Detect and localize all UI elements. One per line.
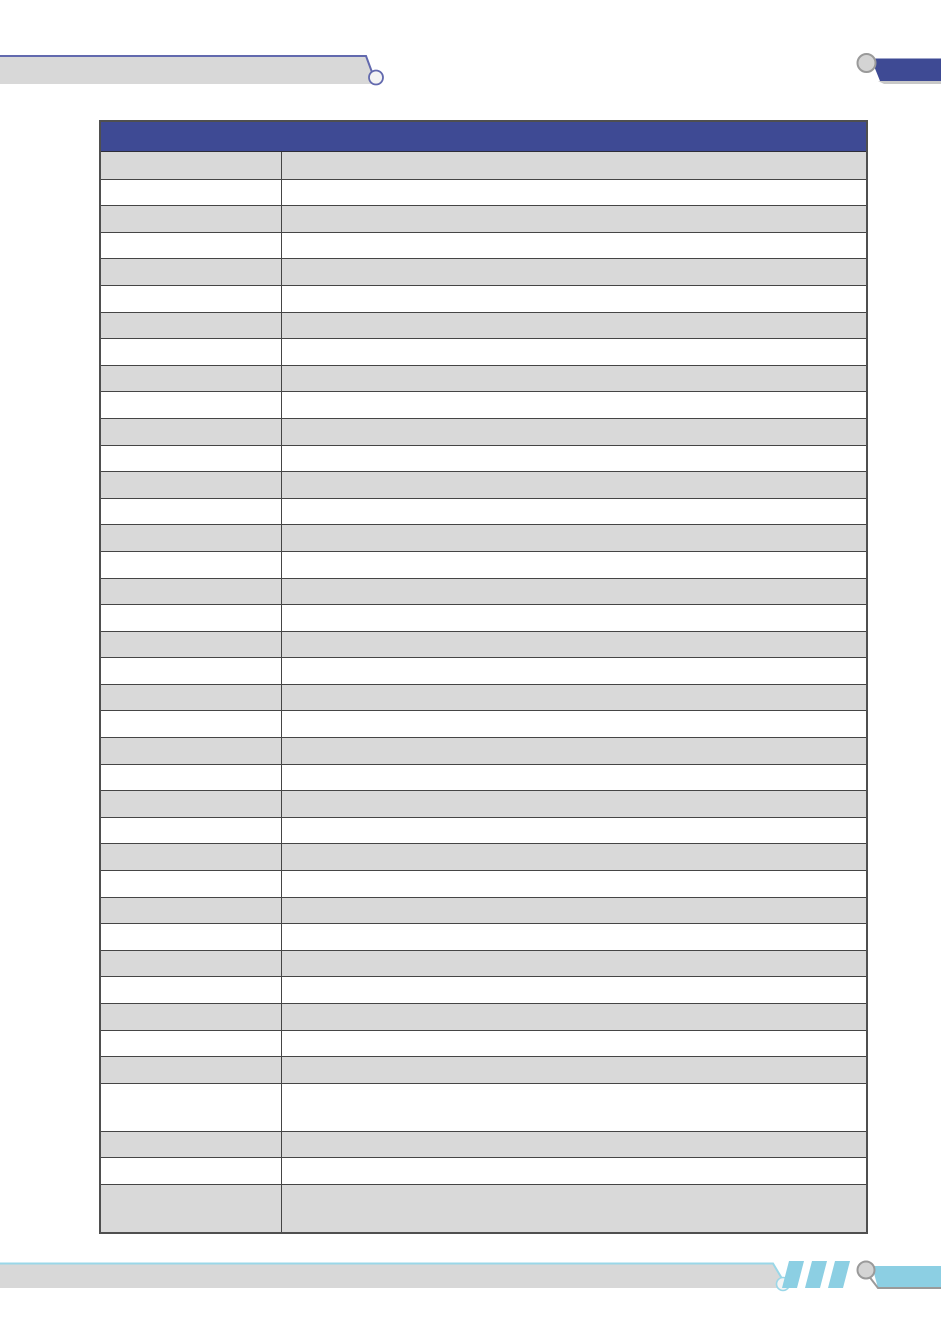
table-row xyxy=(101,950,866,977)
cell-col1 xyxy=(101,1185,282,1232)
cell-col2 xyxy=(282,844,866,870)
cell-col2 xyxy=(282,579,866,605)
cell-col1 xyxy=(101,419,282,445)
cell-col1 xyxy=(101,632,282,658)
table-row xyxy=(101,312,866,339)
table-header-row xyxy=(101,122,866,152)
cell-col1 xyxy=(101,658,282,684)
cell-col2 xyxy=(282,1185,866,1232)
table-row xyxy=(101,471,866,498)
cell-col2 xyxy=(282,632,866,658)
table-row xyxy=(101,657,866,684)
table-row xyxy=(101,604,866,631)
footer-right-bar xyxy=(872,1266,941,1288)
cell-col1 xyxy=(101,818,282,844)
cell-col2 xyxy=(282,1132,866,1158)
cell-col1 xyxy=(101,791,282,817)
table-row xyxy=(101,1056,866,1083)
table-row xyxy=(101,631,866,658)
cell-col1 xyxy=(101,711,282,737)
cell-col2 xyxy=(282,1057,866,1083)
cell-col2 xyxy=(282,658,866,684)
footer-decoration xyxy=(0,1255,941,1305)
table-row xyxy=(101,205,866,232)
cell-col2 xyxy=(282,525,866,551)
cell-col1 xyxy=(101,1132,282,1158)
table-row xyxy=(101,578,866,605)
footer-stripe xyxy=(805,1261,827,1288)
cell-col1 xyxy=(101,446,282,472)
cell-col1 xyxy=(101,1084,282,1131)
cell-col2 xyxy=(282,738,866,764)
cell-col1 xyxy=(101,1031,282,1057)
data-table xyxy=(99,120,868,1234)
cell-col2 xyxy=(282,446,866,472)
footer-right-connector-circle xyxy=(858,1262,875,1279)
table-row xyxy=(101,684,866,711)
table-row xyxy=(101,551,866,578)
footer-stripe xyxy=(782,1261,804,1288)
cell-col2 xyxy=(282,605,866,631)
header-right-connector-circle xyxy=(858,54,876,72)
cell-col2 xyxy=(282,977,866,1003)
cell-col2 xyxy=(282,206,866,232)
table-row xyxy=(101,1030,866,1057)
cell-col2 xyxy=(282,924,866,950)
cell-col1 xyxy=(101,233,282,259)
footer-stripe xyxy=(828,1261,850,1288)
cell-col2 xyxy=(282,1158,866,1184)
cell-col1 xyxy=(101,339,282,365)
cell-col1 xyxy=(101,525,282,551)
cell-col1 xyxy=(101,366,282,392)
table-row xyxy=(101,365,866,392)
table-row xyxy=(101,1083,866,1131)
cell-col1 xyxy=(101,977,282,1003)
cell-col2 xyxy=(282,419,866,445)
cell-col1 xyxy=(101,685,282,711)
cell-col1 xyxy=(101,472,282,498)
cell-col1 xyxy=(101,924,282,950)
table-row xyxy=(101,524,866,551)
cell-col1 xyxy=(101,738,282,764)
footer-left-bar xyxy=(0,1263,787,1288)
header-right-bar xyxy=(871,59,941,82)
table-row xyxy=(101,391,866,418)
cell-col1 xyxy=(101,951,282,977)
header-left-connector-circle xyxy=(369,71,383,85)
table-row xyxy=(101,737,866,764)
cell-col2 xyxy=(282,951,866,977)
cell-col2 xyxy=(282,1031,866,1057)
cell-col1 xyxy=(101,844,282,870)
cell-col2 xyxy=(282,392,866,418)
cell-col2 xyxy=(282,233,866,259)
table-row xyxy=(101,843,866,870)
table-row xyxy=(101,790,866,817)
footer-stripes xyxy=(782,1261,850,1288)
cell-col2 xyxy=(282,313,866,339)
cell-col2 xyxy=(282,552,866,578)
header-left-bar xyxy=(0,55,377,84)
table-row xyxy=(101,1131,866,1158)
cell-col2 xyxy=(282,180,866,206)
table-row xyxy=(101,710,866,737)
table-row xyxy=(101,152,866,179)
cell-col1 xyxy=(101,259,282,285)
table-row xyxy=(101,338,866,365)
table-row xyxy=(101,179,866,206)
cell-col1 xyxy=(101,552,282,578)
cell-col1 xyxy=(101,579,282,605)
table-row xyxy=(101,285,866,312)
cell-col1 xyxy=(101,286,282,312)
table-row xyxy=(101,923,866,950)
cell-col2 xyxy=(282,1004,866,1030)
table-row xyxy=(101,498,866,525)
cell-col1 xyxy=(101,313,282,339)
cell-col2 xyxy=(282,818,866,844)
cell-col1 xyxy=(101,605,282,631)
table-row xyxy=(101,897,866,924)
table-body xyxy=(101,152,866,1232)
cell-col2 xyxy=(282,366,866,392)
cell-col2 xyxy=(282,472,866,498)
cell-col1 xyxy=(101,499,282,525)
cell-col1 xyxy=(101,392,282,418)
cell-col1 xyxy=(101,765,282,791)
cell-col2 xyxy=(282,765,866,791)
cell-col1 xyxy=(101,152,282,179)
cell-col1 xyxy=(101,898,282,924)
cell-col2 xyxy=(282,259,866,285)
header-decoration xyxy=(0,40,941,95)
table-row xyxy=(101,1157,866,1184)
table-row xyxy=(101,764,866,791)
cell-col2 xyxy=(282,898,866,924)
cell-col2 xyxy=(282,685,866,711)
table-row xyxy=(101,258,866,285)
table-row xyxy=(101,418,866,445)
cell-col1 xyxy=(101,180,282,206)
cell-col2 xyxy=(282,339,866,365)
cell-col2 xyxy=(282,152,866,179)
cell-col2 xyxy=(282,791,866,817)
table-row xyxy=(101,976,866,1003)
header-right-bar-shadow xyxy=(878,81,941,84)
table-row xyxy=(101,1003,866,1030)
cell-col1 xyxy=(101,1057,282,1083)
cell-col1 xyxy=(101,1158,282,1184)
table-row xyxy=(101,1184,866,1232)
table-row xyxy=(101,817,866,844)
table-row xyxy=(101,232,866,259)
cell-col2 xyxy=(282,499,866,525)
cell-col1 xyxy=(101,1004,282,1030)
table-row xyxy=(101,870,866,897)
cell-col2 xyxy=(282,286,866,312)
cell-col2 xyxy=(282,1084,866,1131)
cell-col1 xyxy=(101,206,282,232)
cell-col2 xyxy=(282,711,866,737)
cell-col1 xyxy=(101,871,282,897)
table-row xyxy=(101,445,866,472)
cell-col2 xyxy=(282,871,866,897)
